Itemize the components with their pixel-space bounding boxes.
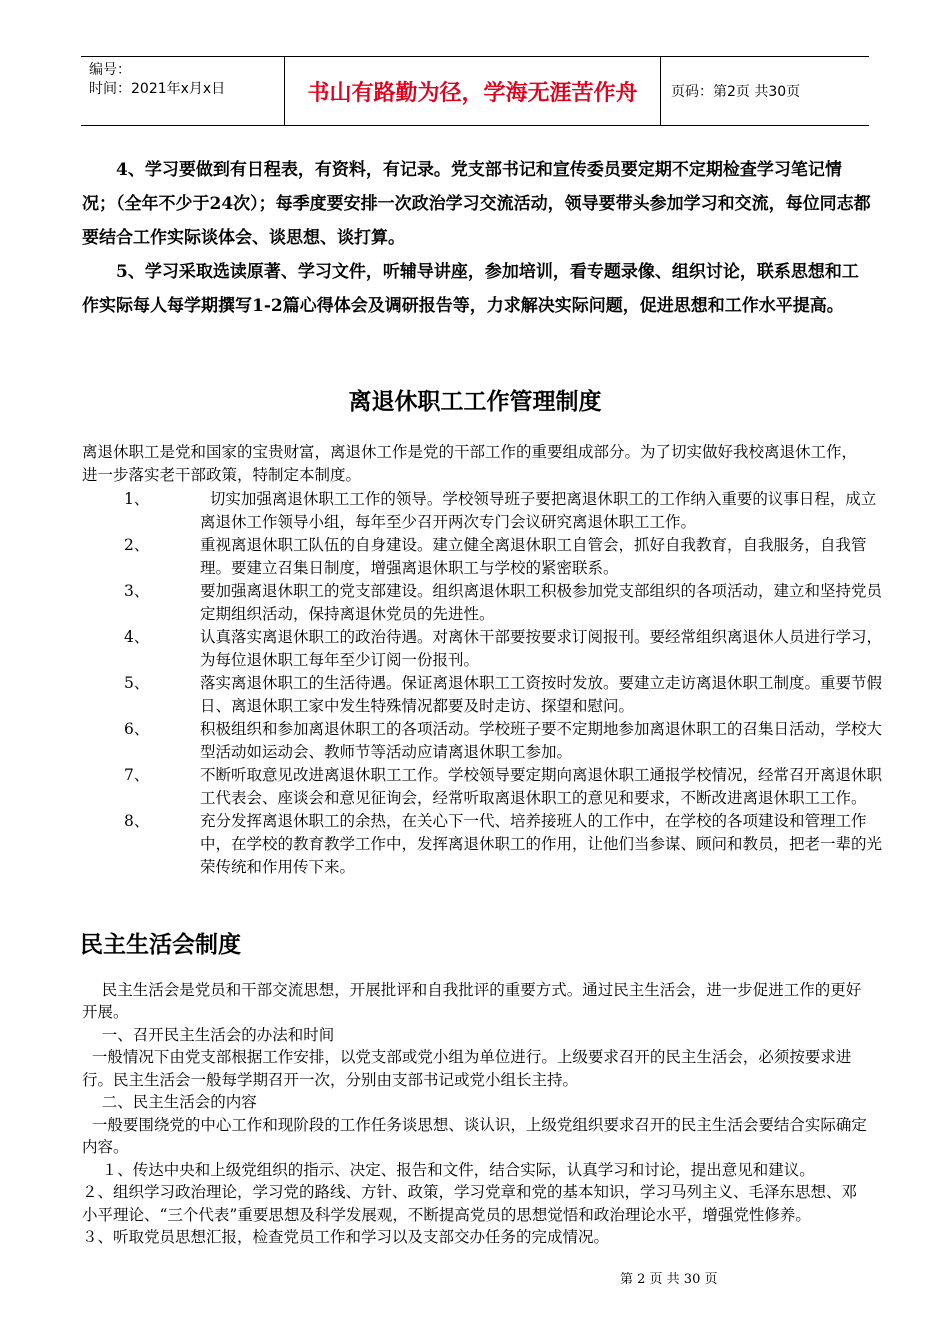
paragraph: 一、召开民主生活会的办法和时间 bbox=[82, 1025, 335, 1044]
list-item bbox=[82, 488, 882, 534]
item-number: 5、 bbox=[124, 674, 150, 692]
list-item bbox=[82, 672, 882, 718]
number-label: 编号： bbox=[89, 62, 131, 78]
list-item bbox=[82, 810, 882, 879]
item-text: 切实加强离退休职工工作的领导。学校领导班子要把离退休职工的工作纳入重要的议事日程，成立离退休工作领导小组，每年至少召开两次专门会议研究离退休职工工作。 bbox=[200, 490, 877, 531]
item-text: 认真落实离退休职工的政治待遇。对离休干部要按要求订阅报刊。要经常组织离退休人员进行学习，为每位退休职工每年至少订阅一份报刊。 bbox=[200, 628, 883, 669]
retire-title: 离退休职工工作管理制度 bbox=[348, 389, 602, 415]
item-number: 3、 bbox=[124, 582, 150, 600]
paragraph: ３、听取党员思想汇报，检查党员工作和学习以及支部交办任务的完成情况。 bbox=[82, 1228, 610, 1246]
page-header bbox=[81, 56, 869, 126]
item-number: 8、 bbox=[124, 812, 150, 830]
page-footer: 第 2 页 共 30 页 bbox=[620, 1272, 718, 1287]
paragraph: ２、组织学习政治理论，学习党的路线、方针、政策，学习党章和党的基本知识，学习马列主义、毛泽东思想、邓小平理论、“三个代表”重要思想及科学发展观，不断提高党员的思想觉悟和政治理论水平，增强党性修养。 bbox=[82, 1183, 858, 1224]
paragraph: 一般情况下由党支部根据工作安排，以党支部或党小组为单位进行。上级要求召开的民主生活会，必须按要求进行。民主生活会一般每学期召开一次，分别由支部书记或党小组长主持。 bbox=[82, 1048, 852, 1089]
paragraph: 一般要围绕党的中心工作和现阶段的工作任务谈思想、谈认识，上级党组织要求召开的民主生活会要结合实际确定内容。 bbox=[82, 1115, 867, 1156]
item-number: 2、 bbox=[124, 536, 150, 554]
list-item bbox=[82, 764, 882, 810]
minzhu-title: 民主生活会制度 bbox=[80, 932, 241, 958]
item-text: 充分发挥离退休职工的余热，在关心下一代、培养接班人的工作中，在学校的各项建设和管理工作中，在学校的教育教学工作中，发挥离退休职工的作用，让他们当参谋、顾问和教员，把老一辈的光荣传统和作用传下来。 bbox=[200, 812, 883, 876]
item-text: 积极组织和参加离退休职工的各项活动。学校班子要不定期地参加离退休职工的召集日活动，学校大型活动如运动会、教师节等活动应请离退休职工参加。 bbox=[200, 720, 883, 761]
item-text: 不断听取意见改进离退休职工工作。学校领导要定期向离退休职工通报学校情况，经常召开离退休职工代表会、座谈会和意见征询会，经常听取离退休职工的意见和要求，不断改进离退休职工工作。 bbox=[200, 766, 883, 807]
paragraph: 二、民主生活会的内容 bbox=[82, 1093, 257, 1111]
retire-intro: 离退休职工是党和国家的宝贵财富，离退休工作是党的干部工作的重要组成部分。为了切实做好我校离退休工作，进一步落实老干部政策，特制定本制度。 bbox=[82, 443, 858, 484]
header-motto: 书山有路勤为径，学海无涯苦作舟 bbox=[284, 57, 661, 125]
retire-items bbox=[82, 488, 882, 879]
minzhu-body bbox=[82, 956, 872, 1271]
item-number: 6、 bbox=[124, 720, 150, 738]
paragraph: 4、学习要做到有日程表，有资料，有记录。党支部书记和宣传委员要定期不定期检查学习笔记情况；（全年不少于24次）；每季度要安排一次政治学习交流活动，领导要带头参加学习和交流，每位同志都要结合工作实际谈体会、谈思想、谈打算。 bbox=[82, 160, 871, 248]
list-item bbox=[82, 534, 882, 580]
item-text: 要加强离退休职工的党支部建设。组织离退休职工积极参加党支部组织的各项活动，建立和坚持党员定期组织活动，保持离退休党员的先进性。 bbox=[200, 582, 883, 623]
paragraph: 5、学习采取选读原著、学习文件，听辅导讲座，参加培训，看专题录像、组织讨论，联系思想和工作实际每人每学期撰写1-2篇心得体会及调研报告等，力求解决实际问题，促进思想和工作水平提高。 bbox=[82, 262, 859, 316]
item-number: 4、 bbox=[124, 628, 150, 646]
item-text: 重视离退休职工队伍的自身建设。建立健全离退休职工自管会，抓好自我教育，自我服务，自我管理。要建立召集日制度，增强离退休职工与学校的紧密联系。 bbox=[200, 536, 867, 577]
header-page-info: 页码：第2页 共30页 bbox=[671, 84, 801, 100]
paragraph: 民主生活会是党员和干部交流思想，开展批评和自我批评的重要方式。通过民主生活会，进一步促进工作的更好开展。 bbox=[82, 980, 862, 1021]
list-item bbox=[82, 718, 882, 764]
list-item bbox=[82, 580, 882, 626]
item-number: 1、 bbox=[124, 490, 150, 508]
item-number: 7、 bbox=[124, 766, 150, 784]
item-text: 落实离退休职工的生活待遇。保证离退休职工工资按时发放。要建立走访离退休职工制度。重要节假日、离退休职工家中发生特殊情况都要及时走访、探望和慰问。 bbox=[200, 674, 883, 715]
list-item bbox=[82, 626, 882, 672]
header-meta bbox=[81, 57, 284, 125]
time-label: 时间：2021年x月x日 bbox=[89, 81, 226, 97]
paragraph: １、传达中央和上级党组织的指示、决定、报告和文件，结合实际，认真学习和讨论，提出意见和建议。 bbox=[82, 1160, 815, 1179]
study-rules bbox=[82, 153, 872, 323]
